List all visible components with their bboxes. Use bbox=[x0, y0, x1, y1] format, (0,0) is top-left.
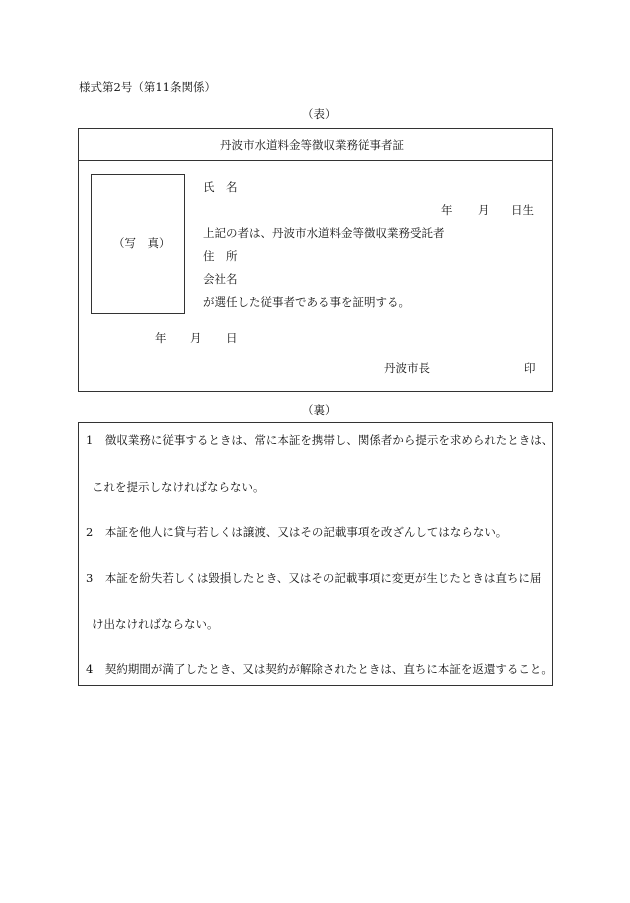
statement-line-1: 上記の者は、丹波市水道料金等徴収業務受託者 bbox=[203, 226, 445, 240]
statement-line-2: が選任した従事者である事を証明する。 bbox=[203, 295, 410, 309]
issue-year: 年 bbox=[155, 331, 167, 345]
address-label: 住 所 bbox=[203, 249, 238, 263]
company-label: 会社名 bbox=[203, 272, 238, 286]
issue-day: 日 bbox=[226, 331, 238, 345]
back-item-3-line-1: 3 本証を紛失若しくは毀損したとき、又はその記載事項に変更が生じたときは直ちに届 bbox=[86, 571, 542, 585]
birth-month: 月 bbox=[478, 203, 490, 217]
issuer-name: 丹波市長 bbox=[384, 361, 430, 375]
card-title: 丹波市水道料金等徴収業務従事者証 bbox=[220, 138, 404, 152]
seal-mark: 印 bbox=[524, 361, 536, 375]
back-item-1-line-2: これを提示しなければならない。 bbox=[92, 480, 265, 494]
form-label: 様式第2号（第11条関係） bbox=[79, 80, 216, 94]
photo-label: （写 真） bbox=[113, 236, 171, 250]
birth-year: 年 bbox=[441, 203, 453, 217]
back-heading: （裏） bbox=[302, 403, 337, 417]
back-card bbox=[78, 422, 553, 686]
issue-month: 月 bbox=[190, 331, 202, 345]
back-item-2: 2 本証を他人に貸与若しくは譲渡、又はその記載事項を改ざんしてはならない。 bbox=[86, 525, 508, 539]
back-item-3-line-2: け出なければならない。 bbox=[92, 617, 219, 631]
birth-day: 日生 bbox=[511, 203, 534, 217]
name-label: 氏 名 bbox=[203, 180, 238, 194]
back-item-1-line-1: 1 徴収業務に従事するときは、常に本証を携帯し、関係者から提示を求められたときは、 bbox=[86, 433, 554, 447]
back-item-4: 4 契約期間が満了したとき、又は契約が解除されたときは、直ちに本証を返還すること。 bbox=[86, 662, 553, 676]
front-title-divider bbox=[78, 160, 553, 161]
front-heading: （表） bbox=[302, 107, 337, 121]
